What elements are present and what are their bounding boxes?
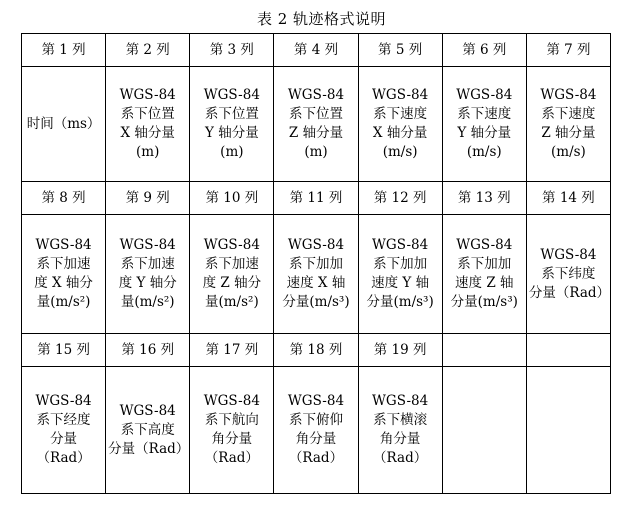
column-header: 第 16 列 [106, 334, 190, 367]
table-header-row [22, 334, 611, 367]
table-cell: WGS-84 系下速度 Z 轴分量 (m/s) [526, 67, 610, 182]
table-row [22, 215, 611, 334]
column-header: 第 19 列 [358, 334, 442, 367]
table-cell: WGS-84 系下加速 度 Z 轴分 量(m/s²) [190, 215, 274, 334]
table-cell: WGS-84 系下加速 度 X 轴分 量(m/s²) [22, 215, 106, 334]
column-header: 第 10 列 [190, 182, 274, 215]
table-cell: WGS-84 系下加速 度 Y 轴分 量(m/s²) [106, 215, 190, 334]
column-header: 第 15 列 [22, 334, 106, 367]
table-cell: WGS-84 系下经度 分量 （Rad） [22, 367, 106, 494]
column-header: 第 13 列 [442, 182, 526, 215]
empty-cell [526, 367, 610, 494]
table-header-row [22, 182, 611, 215]
table-header-row [22, 34, 611, 67]
table-cell: 时间（ms） [22, 67, 106, 182]
empty-cell [442, 334, 526, 367]
table-cell: WGS-84 系下高度 分量（Rad） [106, 367, 190, 494]
column-header: 第 1 列 [22, 34, 106, 67]
table-cell: WGS-84 系下位置 Y 轴分量 (m) [190, 67, 274, 182]
table-cell: WGS-84 系下加加 速度 Z 轴 分量(m/s³) [442, 215, 526, 334]
column-header: 第 12 列 [358, 182, 442, 215]
column-header: 第 5 列 [358, 34, 442, 67]
column-header: 第 18 列 [274, 334, 358, 367]
table-cell: WGS-84 系下横滚 角分量 （Rad） [358, 367, 442, 494]
column-header: 第 14 列 [526, 182, 610, 215]
table-caption: 表 2 轨迹格式说明 [256, 10, 387, 28]
table-row [22, 367, 611, 494]
table-cell: WGS-84 系下加加 速度 X 轴 分量(m/s³) [274, 215, 358, 334]
table-cell: WGS-84 系下速度 Y 轴分量 (m/s) [442, 67, 526, 182]
table-cell: WGS-84 系下航向 角分量 （Rad） [190, 367, 274, 494]
column-header: 第 6 列 [442, 34, 526, 67]
column-header: 第 17 列 [190, 334, 274, 367]
column-header: 第 11 列 [274, 182, 358, 215]
table-cell: WGS-84 系下加加 速度 Y 轴 分量(m/s³) [358, 215, 442, 334]
column-header: 第 2 列 [106, 34, 190, 67]
table-cell: WGS-84 系下位置 X 轴分量 (m) [106, 67, 190, 182]
column-header: 第 3 列 [190, 34, 274, 67]
table-cell: WGS-84 系下位置 Z 轴分量 (m) [274, 67, 358, 182]
empty-cell [526, 334, 610, 367]
table-cell: WGS-84 系下纬度 分量（Rad） [526, 215, 610, 334]
trajectory-format-table [21, 33, 611, 494]
table-row [22, 67, 611, 182]
column-header: 第 7 列 [526, 34, 610, 67]
column-header: 第 8 列 [22, 182, 106, 215]
empty-cell [442, 367, 526, 494]
column-header: 第 9 列 [106, 182, 190, 215]
column-header: 第 4 列 [274, 34, 358, 67]
table-cell: WGS-84 系下速度 X 轴分量 (m/s) [358, 67, 442, 182]
table-cell: WGS-84 系下俯仰 角分量 （Rad） [274, 367, 358, 494]
